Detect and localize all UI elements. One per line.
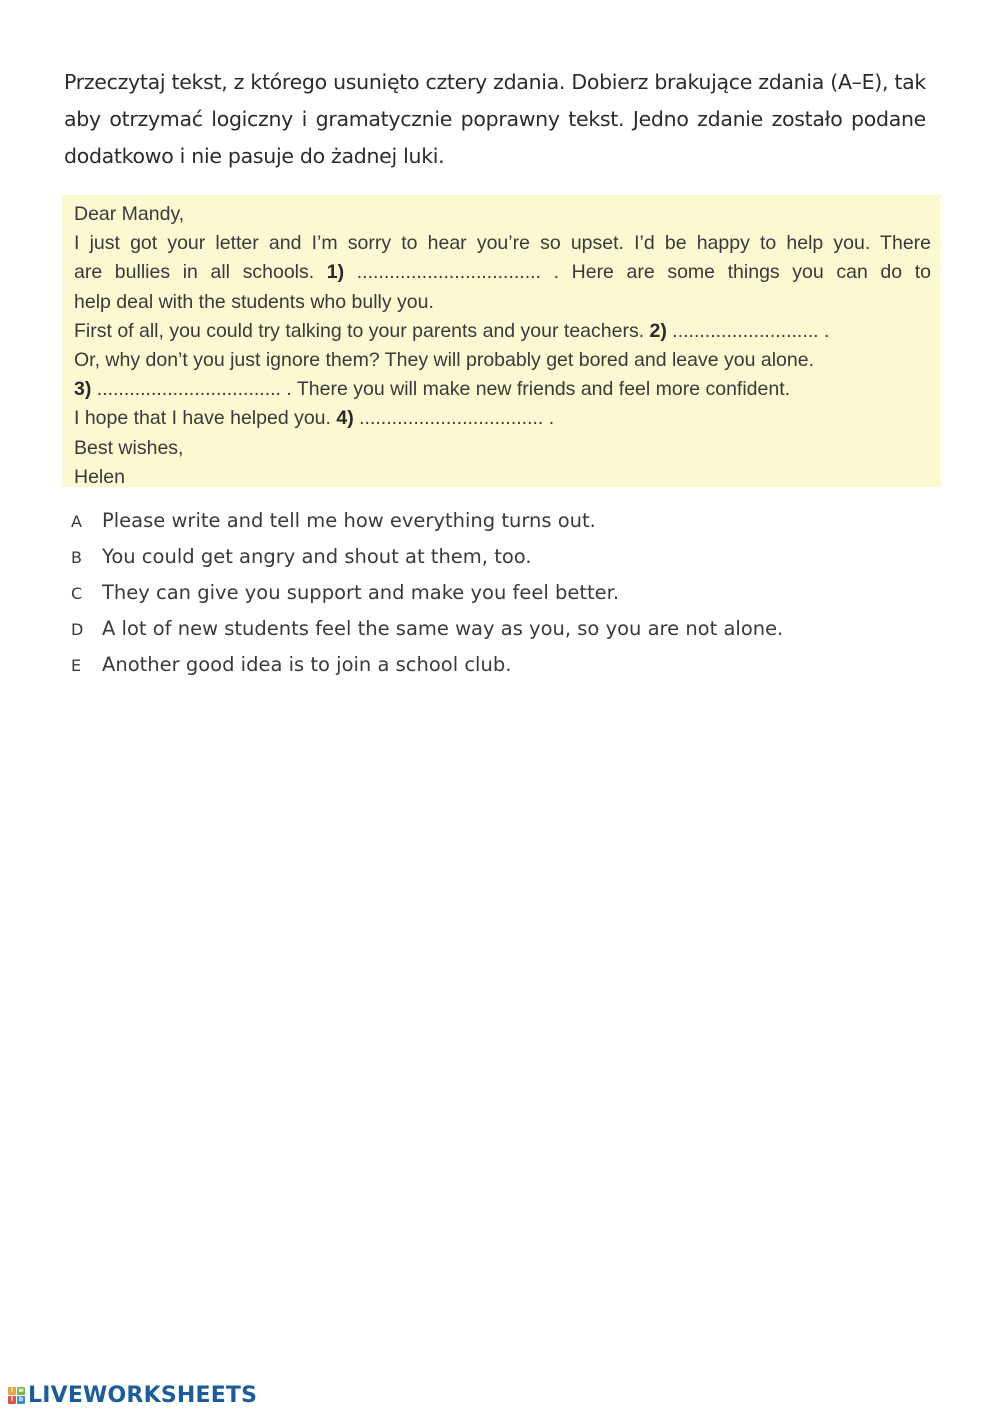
gap-2-blank[interactable]: ........................... . bbox=[672, 319, 830, 342]
letter-text-box bbox=[62, 195, 941, 487]
option-text: They can give you support and make you feel better. bbox=[102, 581, 620, 604]
logo-text: LIVEWORKSHEETS bbox=[28, 1382, 258, 1408]
option-letter: E bbox=[71, 656, 82, 675]
letter-line: First of all, you could try talking to your parents and your teachers. 2) ........................... . bbox=[74, 319, 830, 342]
letter-line: help deal with the students who bully you. bbox=[74, 290, 434, 313]
option-text: Please write and tell me how everything turns out. bbox=[102, 509, 596, 532]
letter-line: I hope that I have helped you. 4) .................................. . bbox=[74, 407, 555, 430]
letter-closing: Best wishes, bbox=[74, 436, 184, 459]
answer-options-list bbox=[71, 503, 941, 683]
letter-line: are bullies in all schools. 1) .................................. . Here are some things you can do to bbox=[74, 261, 931, 284]
gap-1-blank[interactable]: .................................. . bbox=[356, 261, 560, 284]
option-d bbox=[71, 611, 941, 647]
option-text: Another good idea is to join a school club. bbox=[102, 653, 512, 676]
letter-greeting: Dear Mandy, bbox=[74, 203, 185, 225]
gap-4-blank[interactable]: .................................. . bbox=[359, 407, 555, 430]
gap-3-blank[interactable]: .................................. . bbox=[96, 378, 292, 401]
option-text: A lot of new students feel the same way as you, so you are not alone. bbox=[102, 617, 784, 640]
option-c bbox=[71, 575, 941, 611]
gap-1-number: 1) bbox=[326, 261, 345, 284]
gap-3-number: 3) bbox=[74, 378, 92, 401]
option-text: You could get angry and shout at them, too. bbox=[102, 545, 532, 568]
option-letter: C bbox=[71, 584, 83, 603]
gap-2-number: 2) bbox=[649, 319, 667, 342]
letter-line: 3) .................................. . There you will make new friends and feel more confident. bbox=[74, 378, 791, 401]
gap-4-number: 4) bbox=[336, 407, 354, 430]
option-e bbox=[71, 647, 941, 683]
option-letter: B bbox=[71, 548, 82, 567]
option-a bbox=[71, 503, 941, 539]
option-b bbox=[71, 539, 941, 575]
option-letter: A bbox=[71, 512, 82, 531]
liveworksheets-logo[interactable] bbox=[8, 1381, 257, 1409]
task-instruction: Przeczytaj tekst, z którego usunięto cztery zdania. Dobierz brakujące zdania (A–E), tak aby otrzymać logiczny i gramatycznie poprawny tekst. Jedno zdanie zostało podane dodatkowo i nie pasuje do żadnej luki. bbox=[64, 70, 926, 168]
logo-icon: l w l b bbox=[8, 1387, 25, 1404]
letter-signature: Helen bbox=[74, 465, 125, 488]
letter-line: I just got your letter and I’m sorry to hear you’re so upset. I’d be happy to help you. There bbox=[74, 232, 931, 255]
letter-line: Or, why don’t you just ignore them? They will probably get bored and leave you alone. bbox=[74, 349, 815, 372]
option-letter: D bbox=[71, 620, 84, 639]
